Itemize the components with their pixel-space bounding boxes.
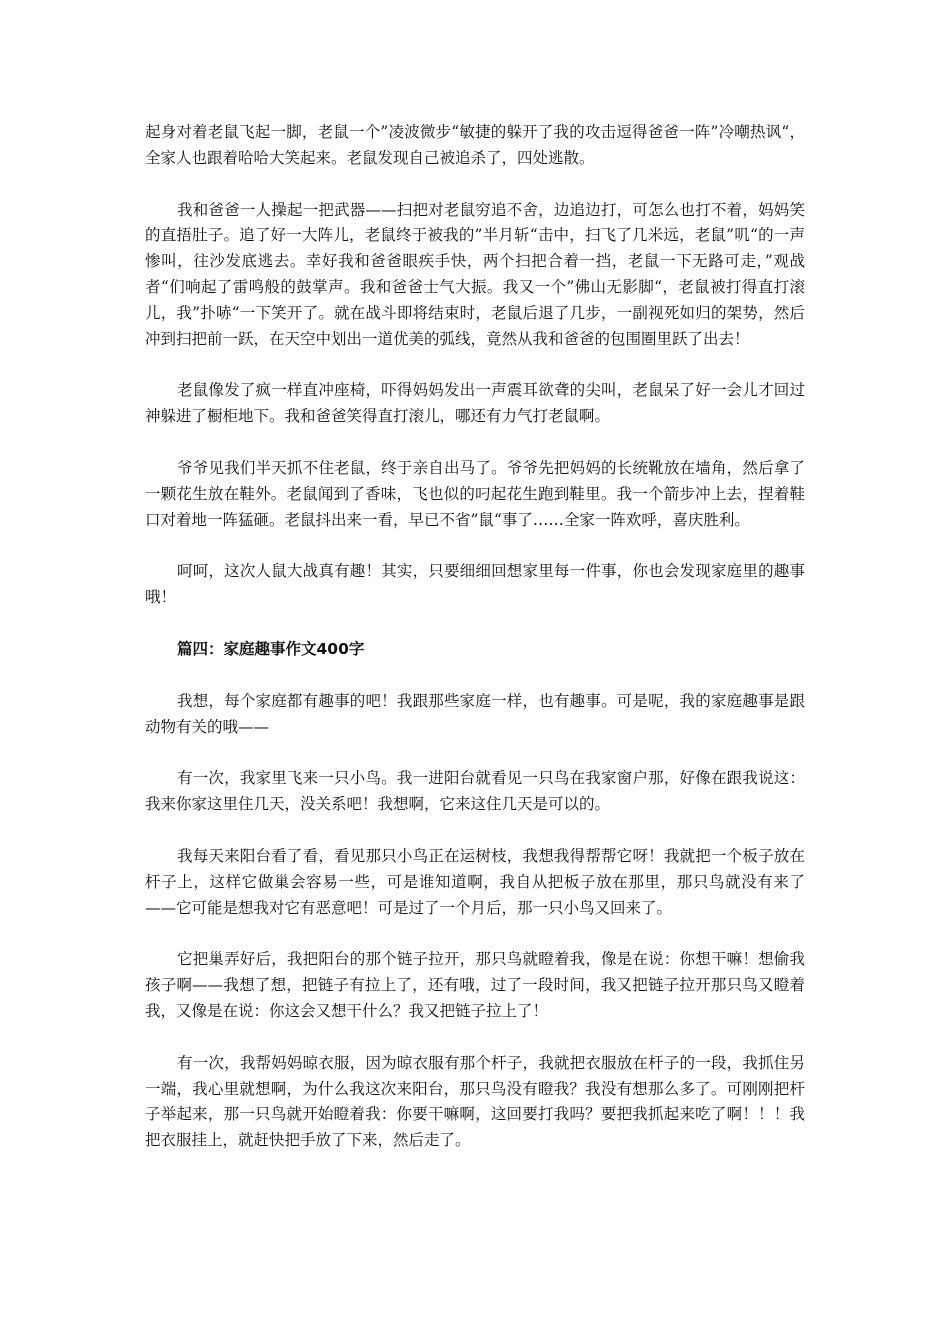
section-heading: 篇四：家庭趣事作文400字 bbox=[177, 639, 365, 658]
paragraph: 老鼠像发了疯一样直冲座椅，吓得妈妈发出一声震耳欲聋的尖叫，老鼠呆了好一会儿才回过神躲进了橱柜地下。我和爸爸笑得直打滚儿，哪还有力气打老鼠啊。 bbox=[145, 381, 805, 426]
document-page bbox=[145, 120, 805, 1180]
paragraph: 我和爸爸一人操起一把武器——扫把对老鼠穷追不舍，边追边打，可怎么也打不着，妈妈笑的直捂肚子。追了好一大阵儿，老鼠终于被我的”半月斩“击中，扫飞了几米远，老鼠”叽“的一声惨叫，往沙发底逃去。幸好我和爸爸眼疾手快，两个扫把合着一挡，老鼠一下无路可走，”观战者“们响起了雷鸣般的鼓掌声。我和爸爸士气大振。我又一个”佛山无影脚“，老鼠被打得直打滚儿，我”扑哧“一下笑开了。就在战斗即将结束时，老鼠后退了几步，一副视死如归的架势，然后冲到扫把前一跃，在天空中划出一道优美的弧线，竟然从我和爸爸的包围圈里跃了出去！ bbox=[145, 200, 805, 348]
paragraph: 有一次，我帮妈妈晾衣服，因为晾衣服有那个杆子，我就把衣服放在杆子的一段，我抓住另一端，我心里就想啊，为什么我这次来阳台，那只鸟没有瞪我？我没有想那么多了。可刚刚把杆子举起来，那一只鸟就开始瞪着我：你要干嘛啊，这回要打我吗？要把我抓起来吃了啊！！！我把衣服挂上，就赶快把手放了下来，然后走了。 bbox=[145, 1053, 805, 1150]
paragraph: 有一次，我家里飞来一只小鸟。我一进阳台就看见一只鸟在我家窗户那，好像在跟我说这：我来你家这里住几天，没关系吧！我想啊，它来这住几天是可以的。 bbox=[145, 769, 805, 814]
paragraph: 起身对着老鼠飞起一脚，老鼠一个”凌波微步“敏捷的躲开了我的攻击逗得爸爸一阵”冷嘲热讽“，全家人也跟着哈哈大笑起来。老鼠发现自己被追杀了，四处逃散。 bbox=[145, 123, 805, 167]
paragraph: 它把巢弄好后，我把阳台的那个链子拉开，那只鸟就瞪着我，像是在说：你想干嘛！想偷我孩子啊——我想了想，把链子有拉上了，还有哦，过了一段时间，我又把链子拉开那只鸟又瞪着我，又像是在说：你这会又想干什么？我又把链子拉上了！ bbox=[145, 950, 805, 1020]
paragraph: 我每天来阳台看了看，看见那只小鸟正在运树枝，我想我得帮帮它呀！我就把一个板子放在杆子上，这样它做巢会容易一些，可是谁知道啊，我自从把板子放在那里，那只鸟就没有来了——它可能是想我对它有恶意吧！可是过了一个月后，那一只小鸟又回来了。 bbox=[145, 846, 805, 917]
paragraph: 爷爷见我们半天抓不住老鼠，终于亲自出马了。爷爷先把妈妈的长统靴放在墙角，然后拿了一颗花生放在鞋外。老鼠闻到了香味，飞也似的叼起花生跑到鞋里。我一个箭步冲上去，捏着鞋口对着地一阵猛砸。老鼠抖出来一看，早已不省”鼠“事了……全家一阵欢呼，喜庆胜利。 bbox=[145, 458, 805, 529]
paragraph: 呵呵，这次人鼠大战真有趣！其实，只要细细回想家里每一件事，你也会发现家庭里的趣事哦！ bbox=[145, 562, 805, 607]
paragraph: 我想，每个家庭都有趣事的吧！我跟那些家庭一样，也有趣事。可是呢，我的家庭趣事是跟动物有关的哦—— bbox=[145, 691, 805, 736]
